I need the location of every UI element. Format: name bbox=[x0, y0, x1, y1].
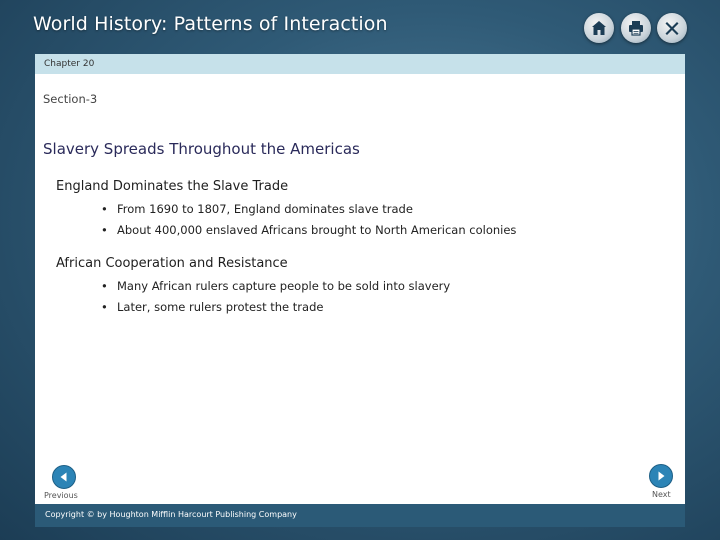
bullet-text: About 400,000 enslaved Africans brought to North American colonies bbox=[117, 223, 517, 237]
bullet-item bbox=[101, 223, 516, 237]
topic-heading: African Cooperation and Resistance bbox=[56, 256, 288, 271]
arrow-right-icon bbox=[655, 470, 667, 482]
bullet-dot: • bbox=[101, 300, 108, 314]
bullet-dot: • bbox=[101, 279, 108, 293]
next-label[interactable]: Next bbox=[652, 490, 671, 499]
bullet-item bbox=[101, 279, 450, 293]
chapter-bar bbox=[35, 54, 685, 74]
print-icon bbox=[627, 19, 645, 37]
app-title: World History: Patterns of Interaction bbox=[33, 13, 388, 35]
footer-bar bbox=[35, 504, 685, 527]
home-icon bbox=[590, 19, 608, 37]
content-panel bbox=[35, 54, 685, 527]
arrow-left-icon bbox=[58, 471, 70, 483]
bullet-item bbox=[101, 300, 323, 314]
slide-title: Slavery Spreads Throughout the Americas bbox=[43, 140, 360, 158]
section-label: Section-3 bbox=[43, 92, 98, 106]
bullet-dot: • bbox=[101, 223, 108, 237]
print-button[interactable] bbox=[621, 13, 651, 43]
bullet-item bbox=[101, 202, 413, 216]
next-button[interactable] bbox=[649, 464, 673, 488]
topic-heading: England Dominates the Slave Trade bbox=[56, 179, 289, 194]
bullet-text: From 1690 to 1807, England dominates slave trade bbox=[117, 202, 413, 216]
bullet-dot: • bbox=[101, 202, 108, 216]
chapter-label: Chapter 20 bbox=[44, 59, 95, 69]
home-button[interactable] bbox=[584, 13, 614, 43]
previous-button[interactable] bbox=[52, 465, 76, 489]
bullet-text: Many African rulers capture people to be sold into slavery bbox=[117, 279, 451, 293]
bullet-text: Later, some rulers protest the trade bbox=[117, 300, 324, 314]
copyright-text: Copyright © by Houghton Mifflin Harcourt Publishing Company bbox=[45, 510, 297, 519]
previous-label[interactable]: Previous bbox=[44, 491, 78, 500]
close-button[interactable] bbox=[657, 13, 687, 43]
close-icon bbox=[663, 19, 681, 37]
